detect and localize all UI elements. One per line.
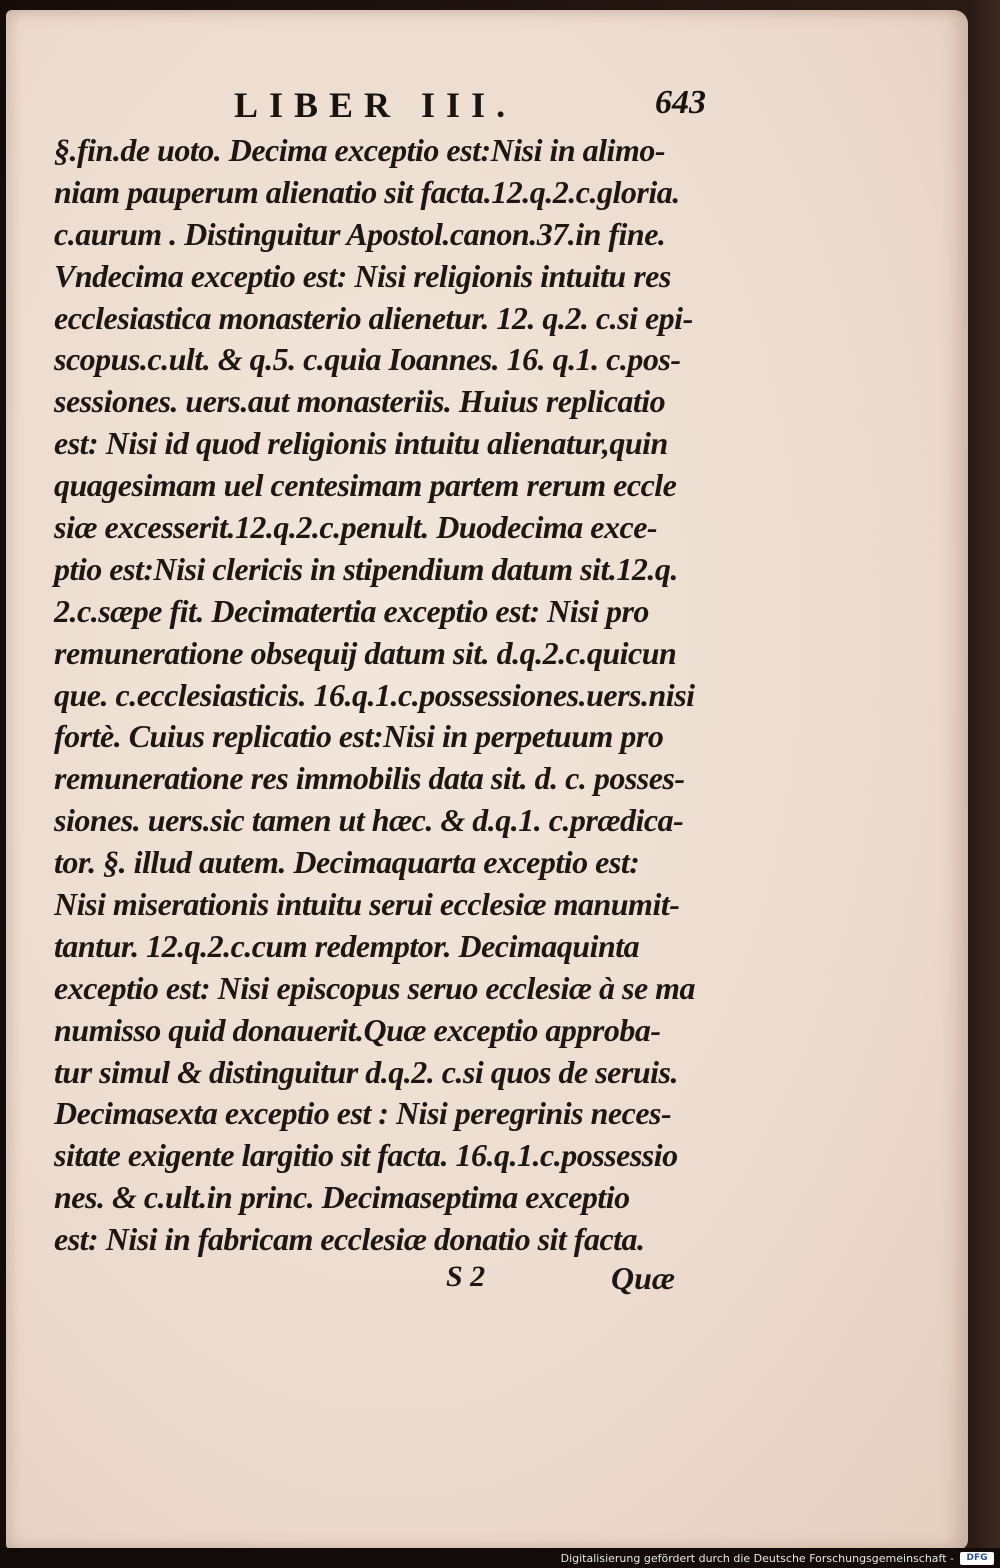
- text-line: est: Nisi in fabricam ecclesiæ donatio sit facta.: [54, 1221, 645, 1258]
- page-number: 643: [655, 84, 706, 121]
- text-line: exceptio est: Nisi episcopus seruo ecclesiæ à se ma: [54, 969, 696, 1006]
- book-page: [6, 10, 968, 1550]
- text-line: sitate exigente largitio sit facta. 16.q.1.c.possessio: [54, 1137, 678, 1174]
- footer-bar: [0, 1548, 1000, 1568]
- signature-mark: S 2: [446, 1260, 486, 1293]
- text-line: Nisi miserationis intuitu serui ecclesiæ manumit-: [54, 886, 680, 923]
- dfg-logo-icon: DFG: [960, 1552, 994, 1565]
- text-line: tur simul & distinguitur d.q.2. c.si quos de seruis.: [54, 1053, 678, 1090]
- text-line: quagesimam uel centesimam partem rerum eccle: [54, 467, 677, 504]
- text-line: nes. & c.ult.in princ. Decimaseptima exceptio: [54, 1179, 630, 1216]
- page-header: [46, 78, 706, 134]
- text-line: siones. uers.sic tamen ut hæc. & d.q.1. c.prædica-: [54, 802, 684, 839]
- text-line: remuneratione res immobilis data sit. d. c. posses-: [54, 760, 685, 797]
- text-line: sessiones. uers.aut monasteriis. Huius replicatio: [54, 383, 666, 420]
- text-line: fortè. Cuius replicatio est:Nisi in perpetuum pro: [54, 718, 664, 755]
- funding-credit: Digitalisierung gefördert durch die Deutsche Forschungsgemeinschaft -: [560, 1552, 954, 1565]
- text-line: est: Nisi id quod religionis intuitu alienatur,quin: [54, 425, 668, 462]
- running-head: LIBER III.: [234, 85, 517, 125]
- text-line: Decimasexta exceptio est : Nisi peregrinis neces-: [54, 1095, 672, 1132]
- text-line: §.fin.de uoto. Decima exceptio est:Nisi in alimo-: [54, 132, 665, 168]
- text-line: numisso quid donauerit.Quæ exceptio approba-: [54, 1011, 661, 1048]
- text-line: Vndecima exceptio est: Nisi religionis intuitu res: [54, 257, 671, 294]
- text-line: remuneratione obsequij datum sit. d.q.2.c.quicun: [54, 634, 677, 671]
- text-line: c.aurum . Distinguitur Apostol.canon.37.in fine.: [54, 215, 666, 252]
- text-line: tor. §. illud autem. Decimaquarta exceptio est:: [54, 844, 640, 881]
- body-text: [54, 130, 704, 1261]
- text-line: ptio est:Nisi clericis in stipendium datum sit.12.q.: [54, 550, 678, 587]
- text-line: ecclesiastica monasterio alienetur. 12. q.2. c.si epi-: [54, 299, 693, 336]
- text-line: que. c.ecclesiasticis. 16.q.1.c.possessiones.uers.nisi: [54, 676, 695, 713]
- text-line: tantur. 12.q.2.c.cum redemptor. Decimaquinta: [54, 927, 640, 964]
- text-line: siæ excesserit.12.q.2.c.penult. Duodecima exce-: [54, 509, 658, 546]
- text-line: 2.c.sæpe fit. Decimatertia exceptio est: Nisi pro: [54, 592, 649, 629]
- text-line: scopus.c.ult. & q.5. c.quia Ioannes. 16. q.1. c.pos-: [54, 341, 681, 378]
- catchword: Quæ: [611, 1260, 676, 1296]
- text-line: niam pauperum alienatio sit facta.12.q.2.c.gloria.: [54, 173, 680, 210]
